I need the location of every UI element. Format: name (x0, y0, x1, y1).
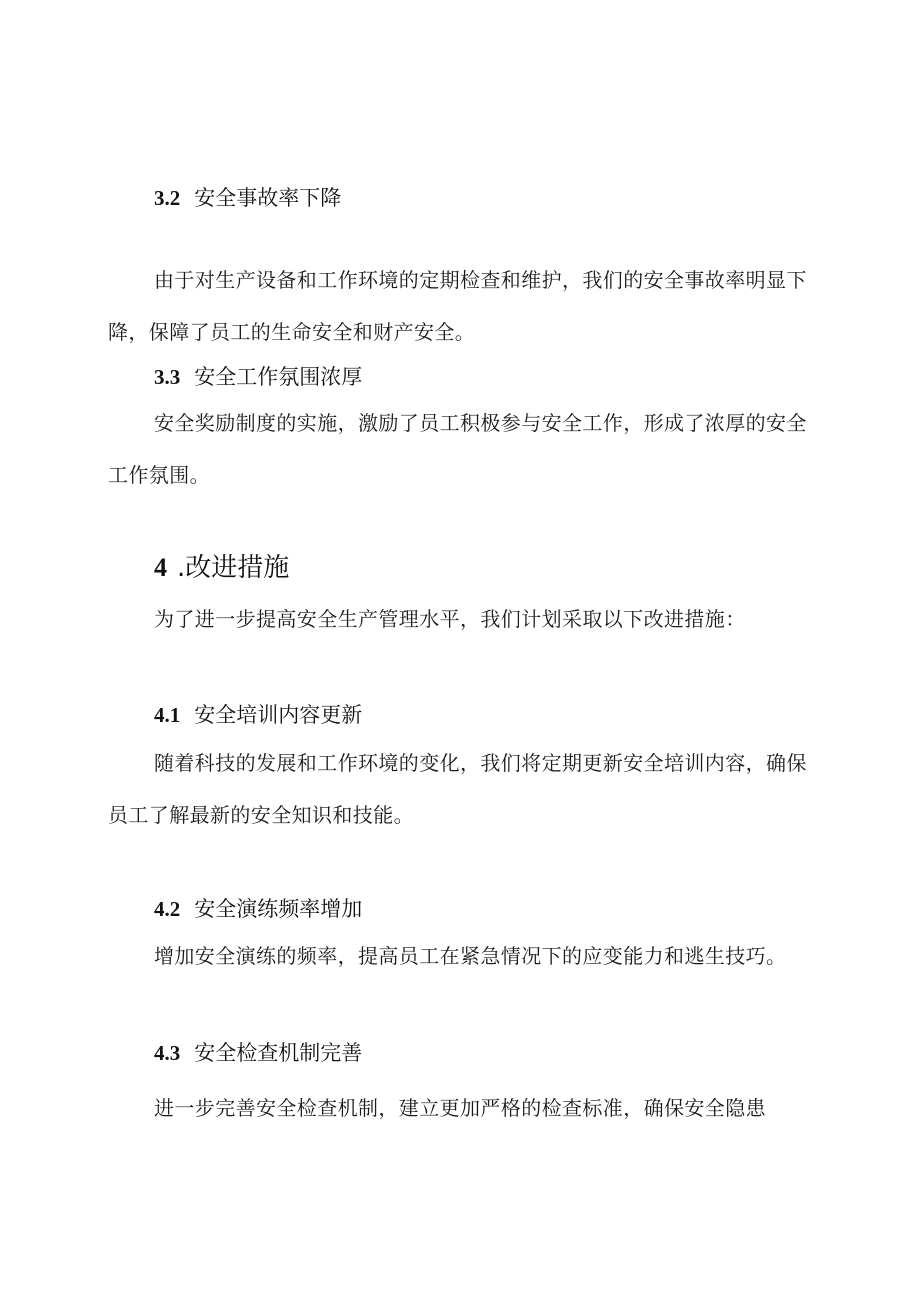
section-heading-3-2 (154, 184, 341, 212)
section-heading-3-3 (154, 363, 362, 391)
section-number: 3.3 (154, 365, 181, 389)
section-number: 4.3 (154, 1041, 181, 1065)
section-body-4-2: 增加安全演练的频率，提高员工在紧急情况下的应变能力和逃生技巧。 (154, 944, 787, 968)
section-number: 4.2 (154, 897, 181, 921)
section-number: 4 (154, 553, 167, 582)
section-heading-4-3 (154, 1039, 362, 1067)
section-heading-4-1 (154, 701, 362, 729)
section-number: 3.2 (154, 186, 181, 210)
section-body-4-3: 进一步完善安全检查机制，建立更加严格的检查标准，确保安全隐患 (154, 1096, 766, 1120)
section-title: 安全检查机制完善 (194, 1041, 363, 1065)
section-body-4: 为了进一步提高安全生产管理水平，我们计划采取以下改进措施： (154, 607, 746, 631)
section-title: .改进措施 (177, 553, 290, 583)
section-title: 安全工作氛围浓厚 (194, 365, 363, 389)
section-title: 安全事故率下降 (194, 186, 342, 210)
section-title: 安全演练频率增加 (194, 897, 363, 921)
section-body-4-1: 随着科技的发展和工作环境的变化，我们将定期更新安全培训内容，确保员工了解最新的安全知识和技能。 (108, 751, 807, 827)
section-number: 4.1 (154, 703, 181, 727)
section-body-3-2: 由于对生产设备和工作环境的定期检查和维护，我们的安全事故率明显下降，保障了员工的生命安全和财产安全。 (108, 268, 807, 344)
section-title: 安全培训内容更新 (194, 703, 363, 727)
section-body-3-3: 安全奖励制度的实施，激励了员工积极参与安全工作，形成了浓厚的安全工作氛围。 (108, 411, 807, 487)
section-heading-4-2 (154, 895, 362, 923)
section-heading-4 (154, 552, 289, 584)
